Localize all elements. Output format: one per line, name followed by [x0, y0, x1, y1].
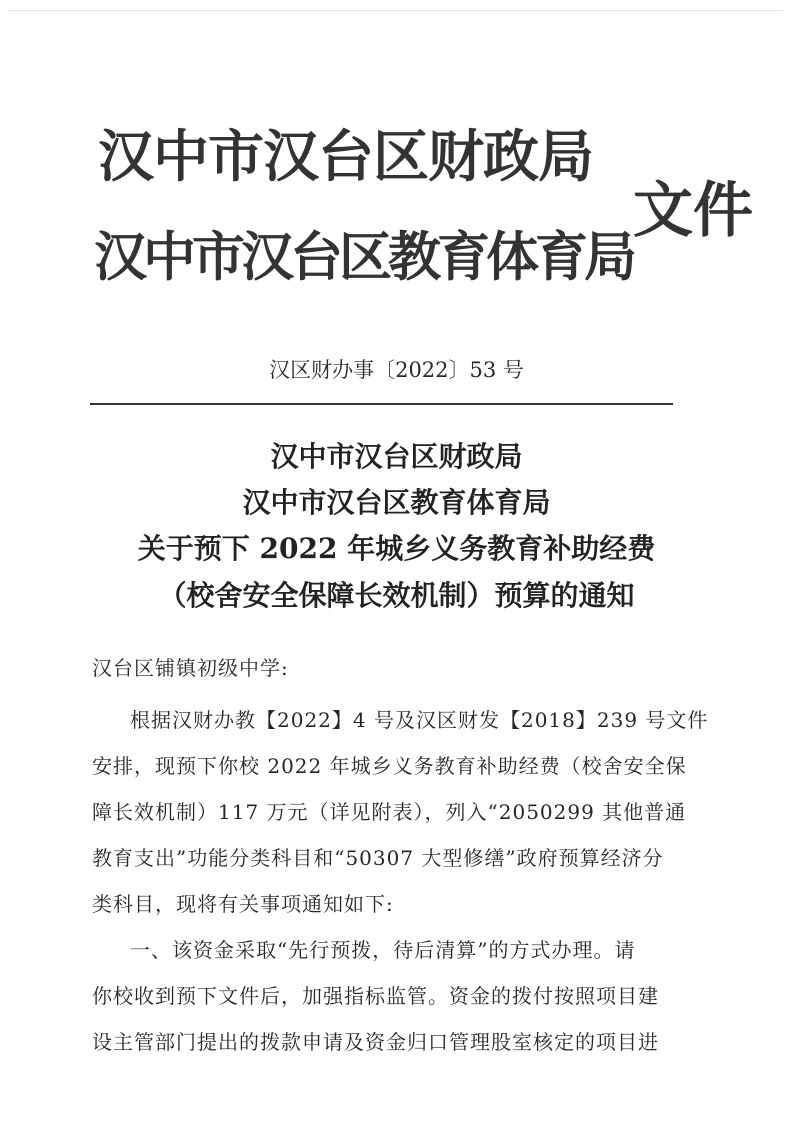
- title-line-1: 汉中市汉台区财政局: [270, 440, 523, 473]
- body-line: 类科目，现将有关事项通知如下:: [92, 892, 394, 916]
- body-line: 一、该资金采取“先行预拨，待后清算”的方式办理。请: [130, 938, 636, 962]
- body-line: 根据汉财办教【2022】4 号及汉区财发【2018】239 号文件: [130, 708, 709, 732]
- scan-edge-line: [8, 10, 783, 11]
- title-line-2: 汉中市汉台区教育体育局: [242, 486, 551, 519]
- body-line: 安排，现预下你校 2022 年城乡义务教育补助经费（校舍安全保: [92, 754, 687, 778]
- body-line: 设主管部门提出的拨款申请及资金归口管理股室核定的项目进: [92, 1030, 659, 1054]
- body-line: 障长效机制）117 万元（详见附表），列入“2050299 其他普通: [92, 800, 687, 824]
- document-number: 汉区财办事〔2022〕53 号: [269, 358, 524, 382]
- title-line-3: 关于预下 2022 年城乡义务教育补助经费: [137, 532, 656, 565]
- body-line: 教育支出”功能分类科目和“50307 大型修缮”政府预算经济分: [92, 846, 664, 870]
- title-line-4: （校舍安全保障长效机制）预算的通知: [158, 579, 635, 612]
- issuer-name-education-bureau: 汉中市汉台区教育体育局: [94, 227, 633, 288]
- addressee: 汉台区铺镇初级中学:: [92, 656, 289, 680]
- document-type-label: 文件: [633, 176, 753, 246]
- header-divider: [90, 403, 673, 405]
- issuer-name-finance-bureau: 汉中市汉台区财政局: [98, 125, 593, 190]
- body-line: 你校收到预下文件后，加强指标监管。资金的拨付按照项目建: [92, 984, 659, 1008]
